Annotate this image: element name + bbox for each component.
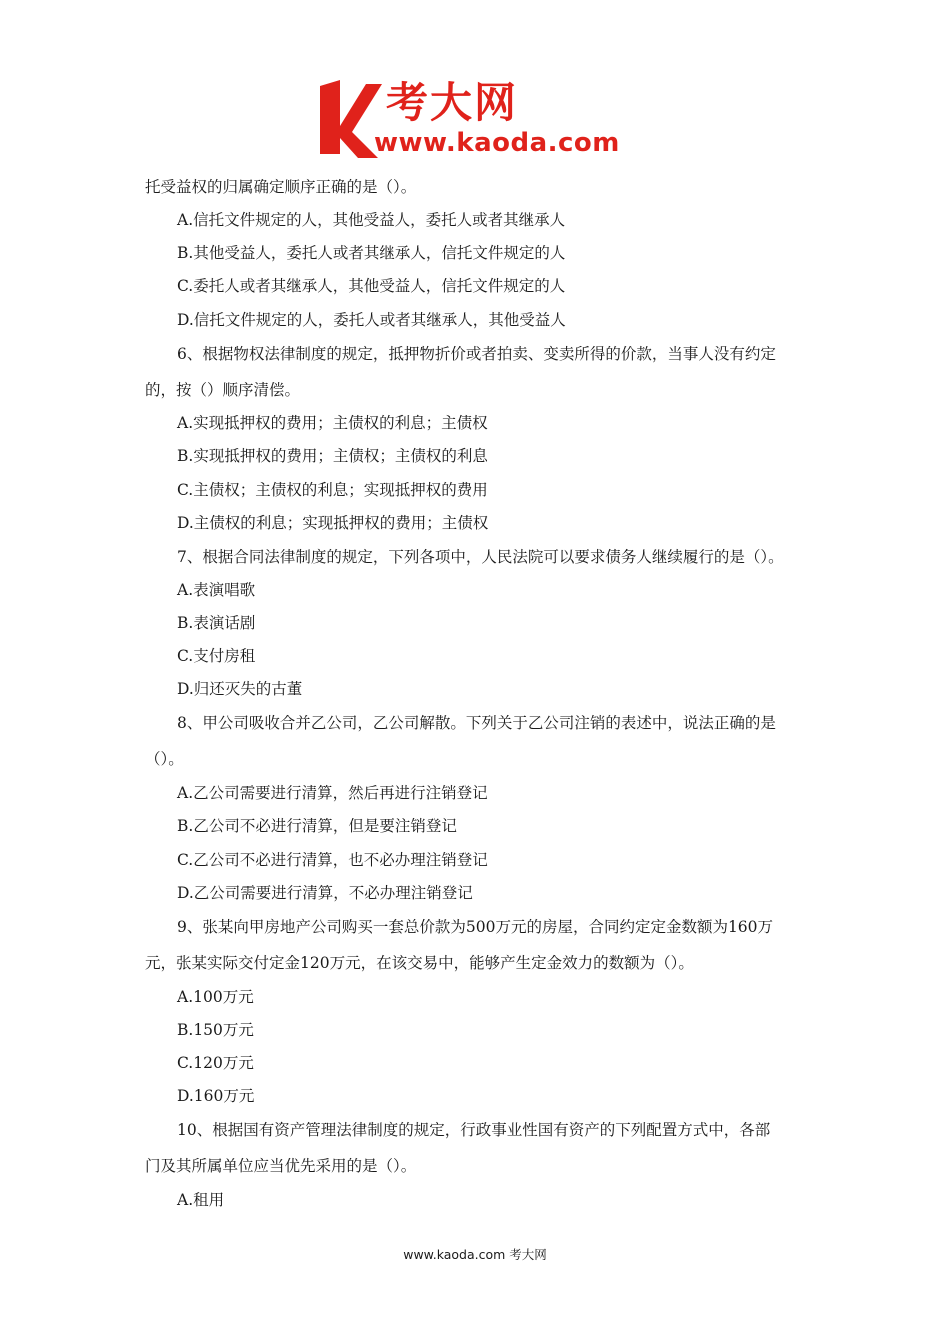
question-line: 8、甲公司吸收合并乙公司，乙公司解散。下列关于乙公司注销的表述中，说法正确的是 [177,714,776,732]
option-line: C.120万元 [177,1054,254,1072]
option-line: C.委托人或者其继承人，其他受益人，信托文件规定的人 [177,277,566,295]
option-line: C.主债权；主债权的利息；实现抵押权的费用 [177,481,488,499]
option-line: D.乙公司需要进行清算，不必办理注销登记 [177,884,473,902]
question-line: 元，张某实际交付定金120万元，在该交易中，能够产生定金效力的数额为（）。 [145,954,694,972]
logo-url: www.kaoda.com [374,128,620,158]
question-line: 门及其所属单位应当优先采用的是（）。 [145,1157,417,1175]
logo-title: 考大网 [386,78,519,127]
option-line: A.乙公司需要进行清算，然后再进行注销登记 [177,784,488,802]
option-line: A.100万元 [177,988,254,1006]
kaoda-logo [318,74,648,164]
option-line: D.160万元 [177,1087,255,1105]
option-line: B.表演话剧 [177,614,256,632]
option-line: C.支付房租 [177,647,256,665]
option-line: B.实现抵押权的费用；主债权；主债权的利息 [177,447,488,465]
option-line: D.主债权的利息；实现抵押权的费用；主债权 [177,514,489,532]
option-line: A.实现抵押权的费用；主债权的利息；主债权 [177,414,488,432]
option-line: A.信托文件规定的人，其他受益人，委托人或者其继承人 [177,211,566,229]
option-line: D.归还灭失的古董 [177,680,303,698]
question-line: 9、张某向甲房地产公司购买一套总价款为500万元的房屋，合同约定定金数额为160万 [177,918,774,936]
option-line: A.表演唱歌 [177,581,256,599]
option-line: B.其他受益人，委托人或者其继承人，信托文件规定的人 [177,244,566,262]
question-line: 10、根据国有资产管理法律制度的规定，行政事业性国有资产的下列配置方式中，各部 [177,1121,771,1139]
k-logo-icon [318,74,382,160]
question-line: （）。 [145,750,184,768]
text-line: 托受益权的归属确定顺序正确的是（）。 [145,178,417,196]
question-line: 的，按（）顺序清偿。 [145,381,301,399]
option-line: C.乙公司不必进行清算，也不必办理注销登记 [177,851,488,869]
option-line: B.乙公司不必进行清算，但是要注销登记 [177,817,457,835]
question-line: 7、根据合同法律制度的规定，下列各项中，人民法院可以要求债务人继续履行的是（）。 [177,548,784,566]
option-line: A.租用 [177,1191,225,1209]
option-line: B.150万元 [177,1021,254,1039]
page-footer: www.kaoda.com 考大网 [403,1247,547,1262]
option-line: D.信托文件规定的人，委托人或者其继承人，其他受益人 [177,311,566,329]
question-line: 6、根据物权法律制度的规定，抵押物折价或者拍卖、变卖所得的价款，当事人没有约定 [177,345,776,363]
